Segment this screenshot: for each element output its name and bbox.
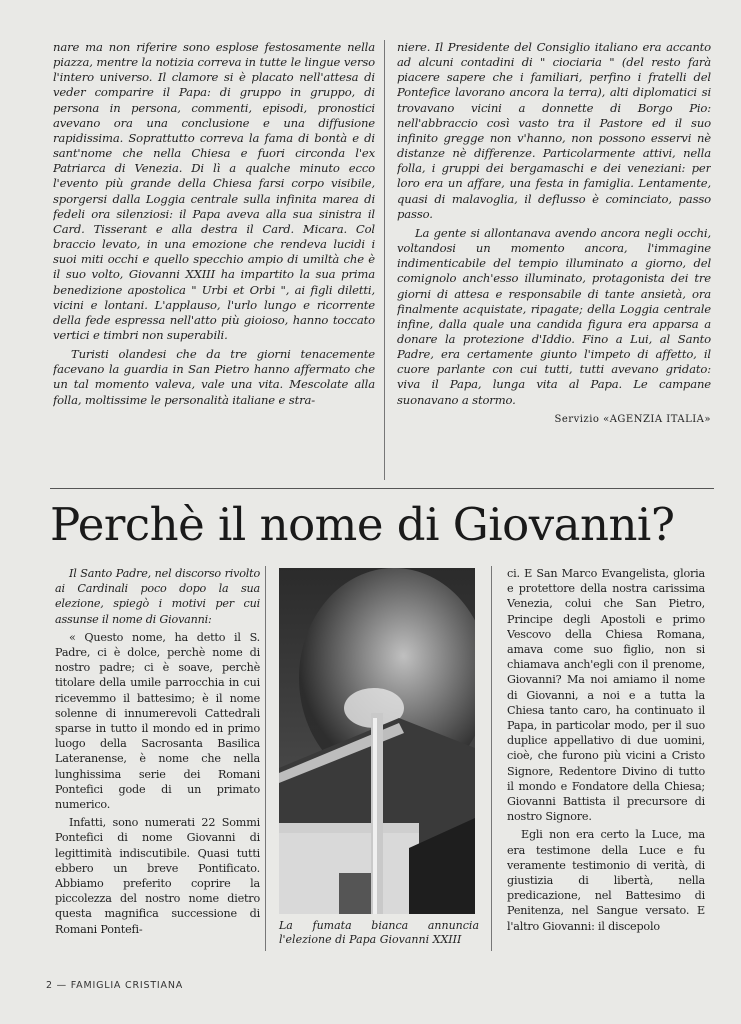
article-intro: Il Santo Padre, nel discorso rivolto ai Cardinali poco dopo la sua elezione, spiegò i motivi per cui assunse il nome di Giovanni: [55, 567, 260, 626]
bottom-article-left-column [55, 566, 260, 968]
paragraph: ci. E San Marco Evangelista, gloria e protettore della nostra carissima Venezia, colui che San Pietro, Principe degli Apostoli e primo Vescovo della Chiesa Romana, amava come suo figlio, non si chiamava anch'egli con il prenome, Giovanni? Ma noi amiamo il nome di Giovanni, a noi e a tutta la Chiesa tanto caro, ha continuato il Papa, in particolar modo, per il suo duplice appellativo di due uomini, cioè, che furono più vicini a Cristo Signore, Redentore Divino di tutto il mondo e Fondatore della Chiesa; Giovanni Battista il precursore di nostro Signore. [507, 567, 705, 824]
paragraph: Egli non era certo la Luce, ma era testimone della Luce e fu veramente testimonio di verità, di giustizia di libertà, nella predicazione, nel Battesimo di Penitenza, nel Sangue versato. E l'altro Giovanni: il discepolo [507, 828, 705, 933]
paragraph: nare ma non riferire sono esplose festosamente nella piazza, mentre la notizia correva in tutte le lingue verso l'intero universo. Il clamore si è placato nell'attesa di veder comparire il Papa: di gruppo in gruppo, di persona in persona, commenti, episodi, pronostici avevano ora una conclusione e una diffusione rapidissima. Soprattutto correva la fama di bontà e di sant'nome che nella Chiesa e fuori circonda l'ex Patriarca di Venezia. Di lì a qualche minuto ecco l'evento più grande della Chiesa farsi corpo visibile, sporgersi dalla Loggia centrale sulla infinita marea di fedeli ora silenziosi: il Papa aveva alla sua sinistra il Card. Tisserant e alla destra il Card. Micara. Col braccio levato, in una emozione che rendeva lucidi i suoi miti occhi e quello specchio ampio di umiltà che è il suo volto, Giovanni XXIII ha impartito la sua prima benedizione apostolica " Urbi et Orbi ", ai figli diletti, vicini e lontani. L'applauso, l'urlo lungo e ricorrente della fede espressa nell'atto più gioioso, hanno toccato vertici e timbri non superabili. [53, 40, 375, 342]
paragraph: « Questo nome, ha detto il S. Padre, ci è dolce, perchè nome di nostro padre; ci è soave, perchè titolare della umile parrocchia in cui ricevemmo il battesimo; è il nome solenne di innumerevoli Cattedrali sparse in tutto il mondo ed in primo luogo della Sacrosanta Basilica Lateranense, è nome che nella lunghissima serie dei Romani Pontefici gode di un primato numerico. [55, 630, 260, 812]
headline: Perchè il nome di Giovanni? [50, 498, 675, 551]
paragraph: Turisti olandesi che da tre giorni tenacemente facevano la guardia in San Pietro hanno affermato che un tal momento valeva, vale una vita. Mescolate alla folla, moltissime le personalità italiane e stra- [53, 347, 375, 407]
paragraph: Infatti, sono numerati 22 Sommi Pontefici di nome Giovanni di legittimità indiscutibile. Quasi tutti ebbero un breve Pontificato. Abbiamo preferito coprire la piccolezza del nostro nome dietro questa magnifica successione di Romani Pontefi- [55, 816, 260, 936]
chimney-smoke-photo [279, 568, 475, 914]
bottom-article-right-column [507, 566, 705, 968]
column-divider [265, 566, 266, 951]
page-footer: 2 — FAMIGLIA CRISTIANA [46, 980, 184, 991]
top-article-left-column [53, 40, 375, 484]
column-divider [491, 566, 492, 951]
section-divider [50, 488, 714, 489]
paragraph: La gente si allontanava avendo ancora negli occhi, voltandosi un momento ancora, l'immagine indimenticabile del tempio illuminato a giorno, del comignolo anch'esso illuminato, protagonista dei tre giorni di attesa e responsabile di tante ansietà, ora finalmente acquistate, ripagate; della Loggia centrale infine, dalla quale una candida figura era apparsa a donare la protezione d'Iddio. Fino a Lui, al Santo Padre, era certamente giunto l'impeto di affetto, il cuore parlante con cui tutti, tutti avevano gridato: viva il Papa, lunga vita al Papa. Le campane suonavano a stormo. [397, 225, 711, 407]
article-credit: Servizio «AGENZIA ITALIA» [554, 413, 711, 425]
top-article-right-column [397, 40, 711, 484]
photo-caption: La fumata bianca annuncia l'elezione di Papa Giovanni XXIII [279, 919, 479, 946]
paragraph: niere. Il Presidente del Consiglio italiano era accanto ad alcuni contadini di " ciociaria " (del resto farà piacere sapere che i familiari, perfino i fratelli del Pontefice lavorano ancora la terra), alti diplomatici si trovavano vicini a donnette di Borgo Pio: nell'abbraccio così vasto tra il Pastore ed il suo infinito gregge non v'hanno, non possono esservi nè distanze nè differenze. Particolarmente attivi, nella folla, i gruppi dei bergamaschi e dei veneziani: per loro era un affare, una festa in famiglia. Lentamente, quasi di malavoglia, il deflusso è cominciato, passo passo. [397, 40, 711, 221]
column-divider [384, 40, 385, 480]
